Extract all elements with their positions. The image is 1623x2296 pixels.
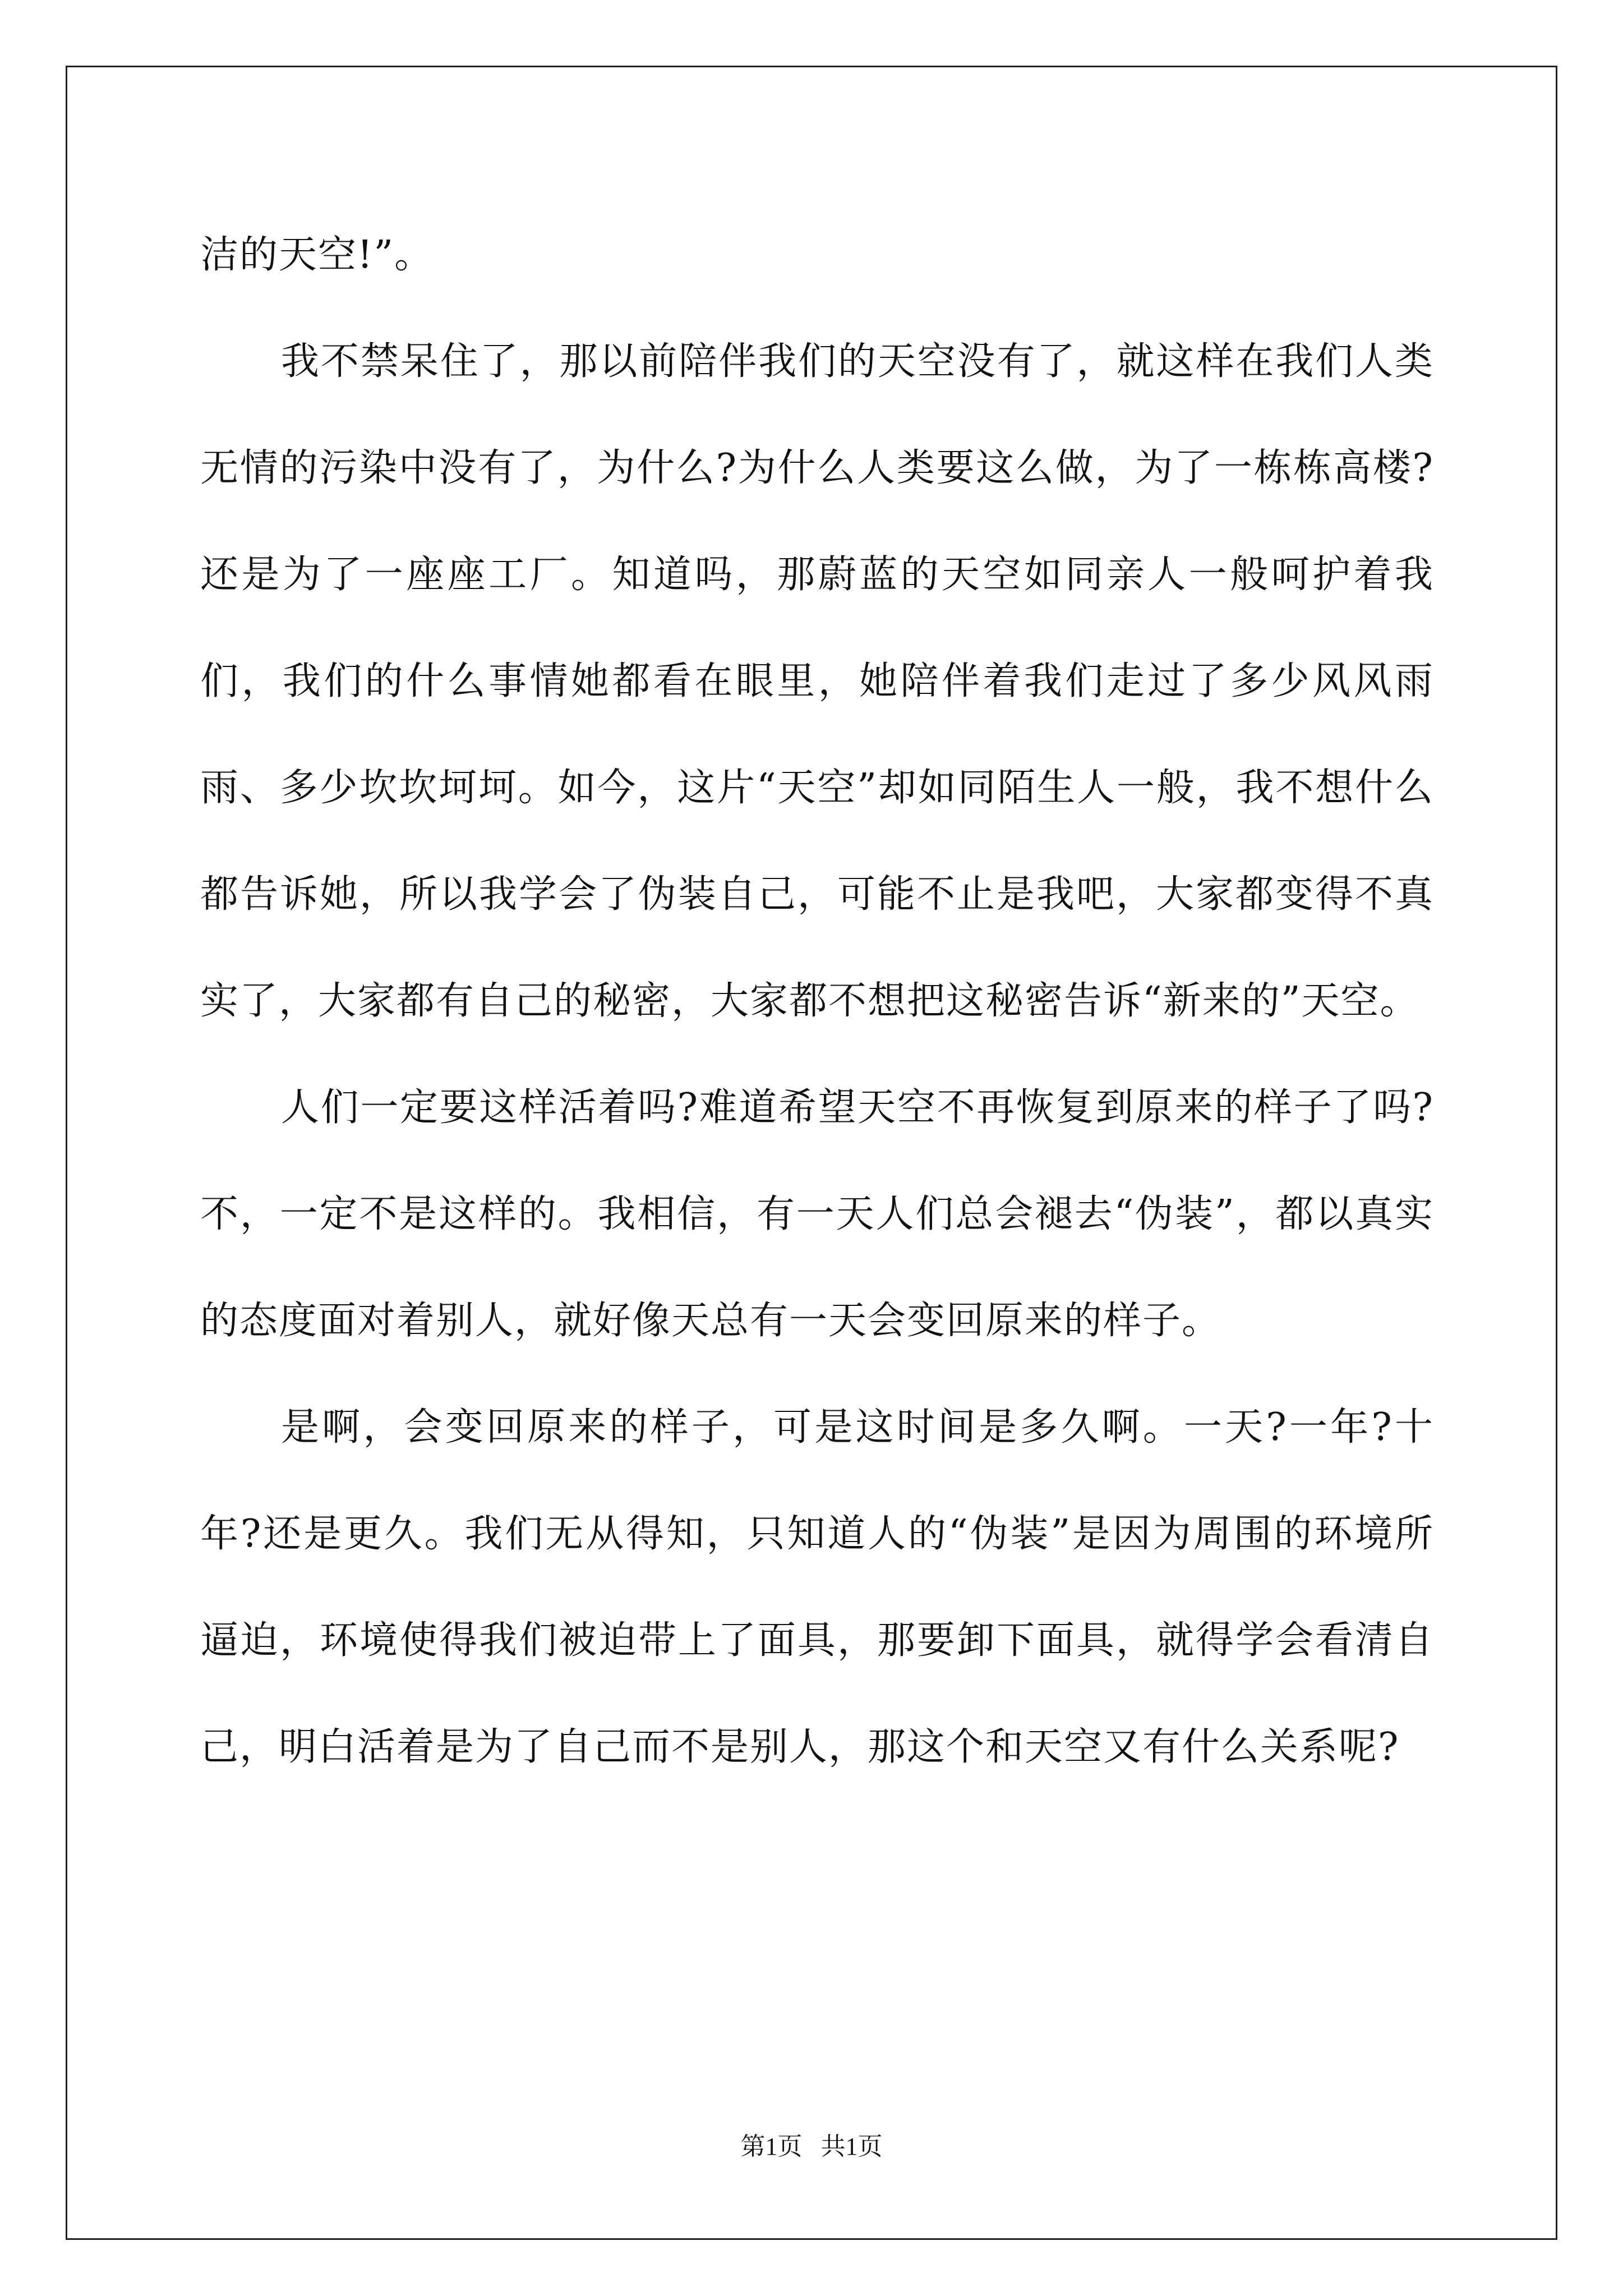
total-pages: 共1页 (820, 2133, 883, 2160)
document-body (200, 202, 1434, 1801)
page-footer (0, 2126, 1623, 2162)
paragraph-3: 人们一定要这样活着吗?难道希望天空不再恢复到原来的样子了吗?不，一定不是这样的。我相信，有一天人们总会褪去“伪装”，都以真实的态度面对着别人，就好像天总有一天会变回原来的样子。 (200, 1085, 1434, 1343)
paragraph-2: 我不禁呆住了，那以前陪伴我们的天空没有了，就这样在我们人类无情的污染中没有了，为什么?为什么人类要这么做，为了一栋栋高楼?还是为了一座座工厂。知道吗，那蔚蓝的天空如同亲人一般呵护着我们，我们的什么事情她都看在眼里，她陪伴着我们走过了多少风风雨雨、多少坎坎坷坷。如今，这片“天空”却如同陌生人一般，我不想什么都告诉她，所以我学会了伪装自己，可能不止是我吧，大家都变得不真实了，大家都有自己的秘密，大家都不想把这秘密告诉“新来的”天空。 (200, 339, 1434, 1023)
paragraph-1: 洁的天空!”。 (200, 233, 434, 277)
paragraph-4: 是啊，会变回原来的样子，可是这时间是多久啊。一天?一年?十年?还是更久。我们无从得知，只知道人的“伪装”是因为周围的环境所逼迫，环境使得我们被迫带上了面具，那要卸下面具，就得学会看清自己，明白活着是为了自己而不是别人，那这个和天空又有什么关系呢? (200, 1405, 1434, 1769)
page-number: 第1页 (740, 2133, 803, 2160)
